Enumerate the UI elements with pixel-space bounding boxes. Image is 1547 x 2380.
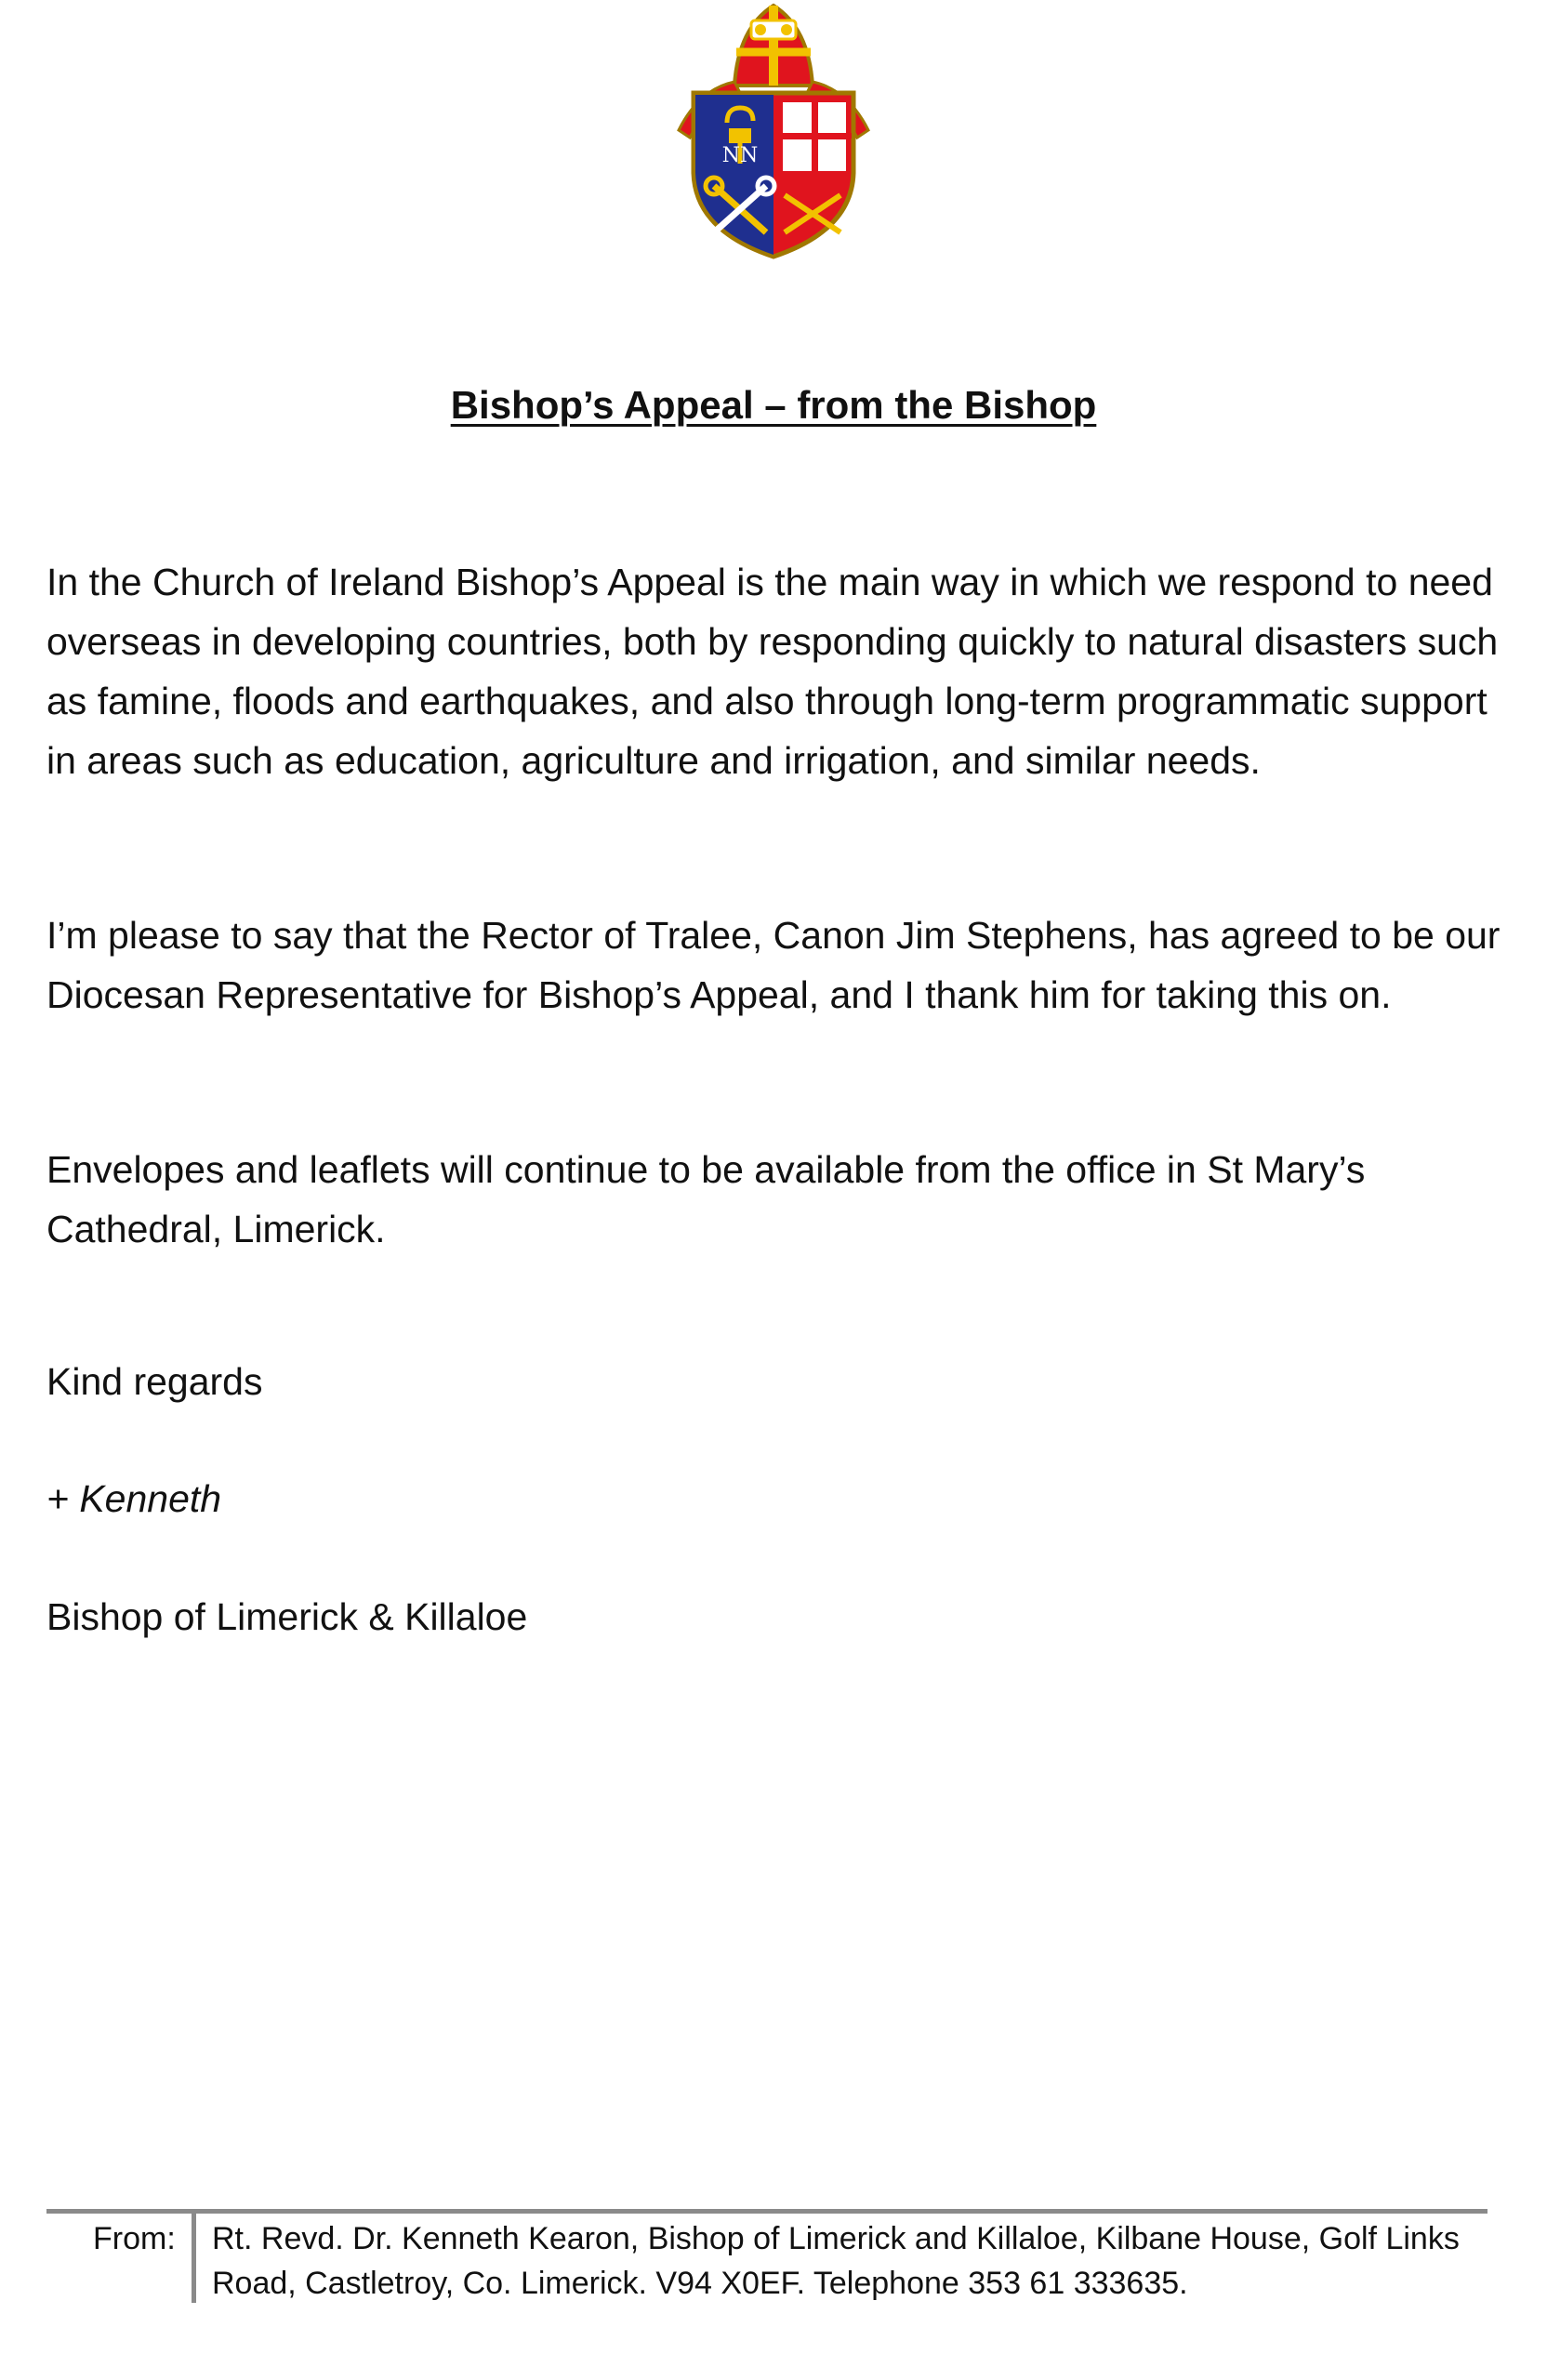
coat-of-arms-icon <box>662 0 885 260</box>
footer-vertical-divider <box>192 2214 196 2303</box>
svg-text:NN: NN <box>721 144 759 167</box>
footer-address: Rt. Revd. Dr. Kenneth Kearon, Bishop of Limerick and Killaloe, Kilbane House, Golf Links Road, Castletroy, Co. Limerick. V94 X0EF. Telephone 353 61 333635. <box>212 2221 1460 2301</box>
signature: + Kenneth <box>46 1477 222 1520</box>
paragraph-appeal-intro: In the Church of Ireland Bishop’s Appeal is the main way in which we respond to need overseas in developing countries, both by responding quickly to natural disasters such as famine, floods and earthquakes, and also through long-term programmatic support in areas such as education, agriculture and irrigation, and similar needs. <box>46 561 1499 782</box>
letter-title <box>0 379 1547 431</box>
letter-title-text: Bishop’s Appeal – from the Bishop <box>450 383 1097 427</box>
paragraph-envelopes-leaflets: Envelopes and leaflets will continue to be available from the office in St Mary’s Cathedral, Limerick. <box>46 1148 1366 1250</box>
footer-from-label: From: <box>93 2221 176 2256</box>
closing-salutation: Kind regards <box>46 1360 263 1403</box>
footer-divider <box>46 2209 1488 2214</box>
paragraph-diocesan-representative: I’m please to say that the Rector of Tralee, Canon Jim Stephens, has agreed to be our Diocesan Representative for Bishop’s Appeal, and I thank him for taking this on. <box>46 914 1501 1016</box>
signer-title: Bishop of Limerick & Killaloe <box>46 1595 528 1638</box>
